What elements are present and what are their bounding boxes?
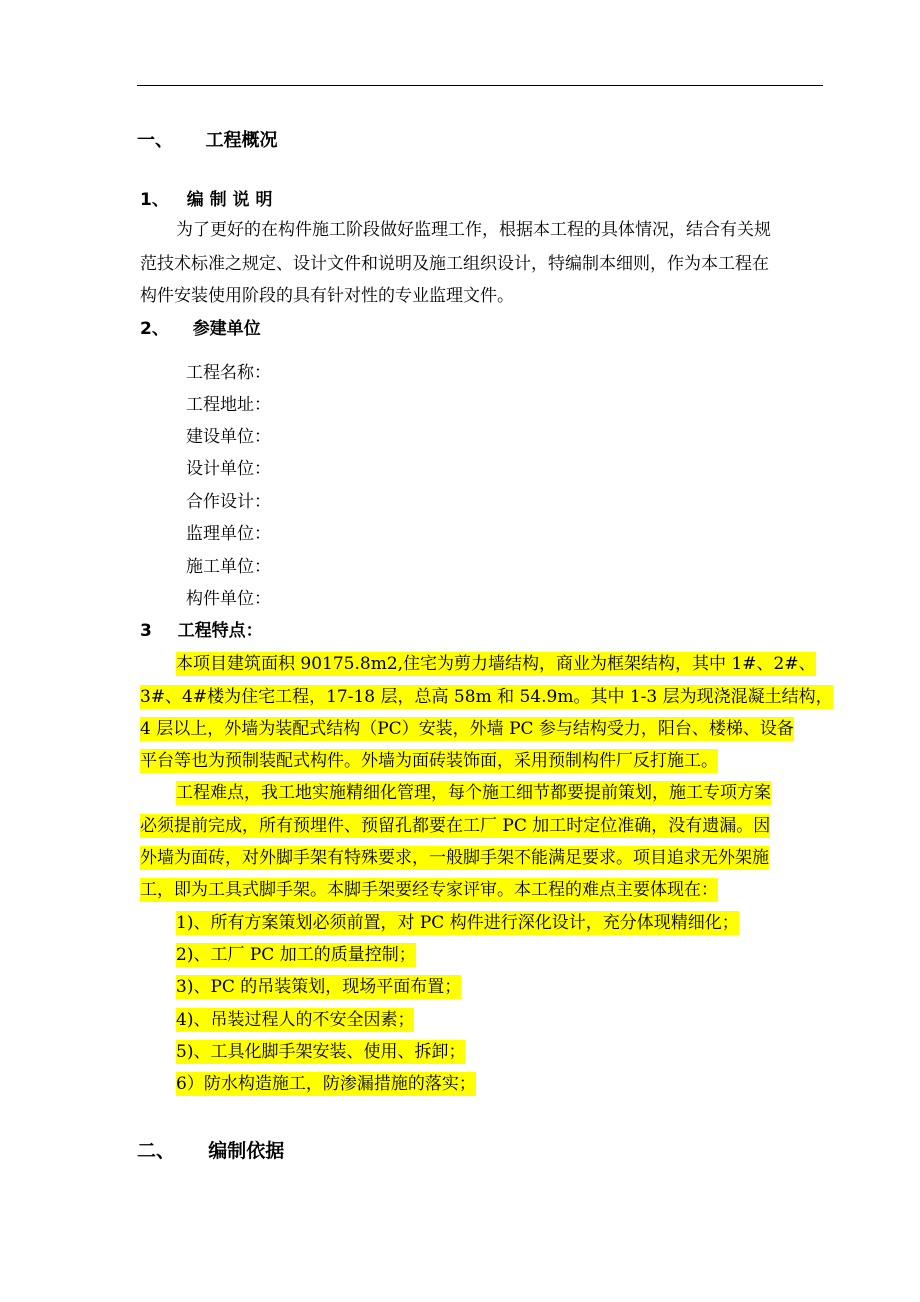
sub-1-heading <box>140 184 272 216</box>
sub-1-line-1: 为了更好的在构件施工阶段做好监理工作，根据本工程的具体情况，结合有关规 <box>176 220 771 240</box>
field-co-design: 合作设计： <box>186 492 271 512</box>
field-project-name: 工程名称： <box>186 363 271 383</box>
sub-3-number: 3 <box>140 621 152 641</box>
header-rule <box>137 85 823 86</box>
difficulty-item-5: 5)、工具化脚手架安装、使用、拆卸； <box>176 1042 466 1062</box>
para-1-line-2: 3#、4#楼为住宅工程，17-18 层，总高 58m 和 54.9m。其中 1-3 层为现浇混凝土结构， <box>140 687 833 707</box>
difficulty-item-4: 4)、吊装过程人的不安全因素； <box>176 1010 415 1030</box>
section-1-title: 工程概况 <box>205 130 278 151</box>
sub-2-title: 参建单位 <box>192 319 261 339</box>
sub-3-heading <box>140 615 263 647</box>
para-1-line-3: 4 层以上，外墙为装配式结构（PC）安装，外墙 PC 参与结构受力，阳台、楼梯、设备 <box>140 719 794 739</box>
sub-1-number: 1、 <box>140 190 169 210</box>
para-2-line-3: 外墙为面砖，对外脚手架有特殊要求，一般脚手架不能满足要求。项目追求无外架施 <box>140 848 769 868</box>
section-2-heading <box>137 1135 284 1167</box>
section-1-heading <box>137 125 278 157</box>
sub-1-line-3: 构件安装使用阶段的具有针对性的专业监理文件。 <box>140 286 514 306</box>
para-2-line-4: 工，即为工具式脚手架。本脚手架要经专家评审。本工程的难点主要体现在： <box>140 880 718 900</box>
section-2-title: 编制依据 <box>208 1140 285 1162</box>
section-1-number: 一、 <box>137 130 173 151</box>
sub-2-heading <box>140 313 261 345</box>
sub-3-title: 工程特点： <box>177 621 263 641</box>
para-2-line-1: 工程难点，我工地实施精细化管理，每个施工细节都要提前策划，施工专项方案 <box>176 783 771 803</box>
section-2-number: 二、 <box>137 1140 176 1162</box>
para-1-line-4: 平台等也为预制装配式构件。外墙为面砖装饰面，采用预制构件厂反打施工。 <box>140 751 718 771</box>
field-supervision-unit: 监理单位： <box>186 524 271 544</box>
para-2-line-2: 必须提前完成，所有预埋件、预留孔都要在工厂 PC 加工时定位准确，没有遗漏。因 <box>140 816 771 836</box>
difficulty-item-3: 3)、PC 的吊装策划，现场平面布置； <box>176 977 462 997</box>
field-project-address: 工程地址： <box>186 395 271 415</box>
difficulty-item-2: 2)、工厂 PC 加工的质量控制； <box>176 945 416 965</box>
difficulty-item-1: 1)、所有方案策划必须前置，对 PC 构件进行深化设计，充分体现精细化； <box>176 913 739 933</box>
field-builder-unit: 施工单位： <box>186 557 271 577</box>
sub-2-number: 2、 <box>140 319 169 339</box>
para-1-line-1: 本项目建筑面积 90175.8m2,住宅为剪力墙结构，商业为框架结构，其中 1#、2#、 <box>176 654 816 674</box>
sub-1-title: 编 制 说 明 <box>186 190 273 210</box>
sub-1-line-2: 范技术标准之规定、设计文件和说明及施工组织设计，特编制本细则，作为本工程在 <box>140 254 769 274</box>
difficulty-item-6: 6）防水构造施工，防渗漏措施的落实； <box>176 1074 476 1094</box>
field-component-unit: 构件单位： <box>186 589 271 609</box>
field-construction-unit: 建设单位： <box>186 427 271 447</box>
field-design-unit: 设计单位： <box>186 459 271 479</box>
